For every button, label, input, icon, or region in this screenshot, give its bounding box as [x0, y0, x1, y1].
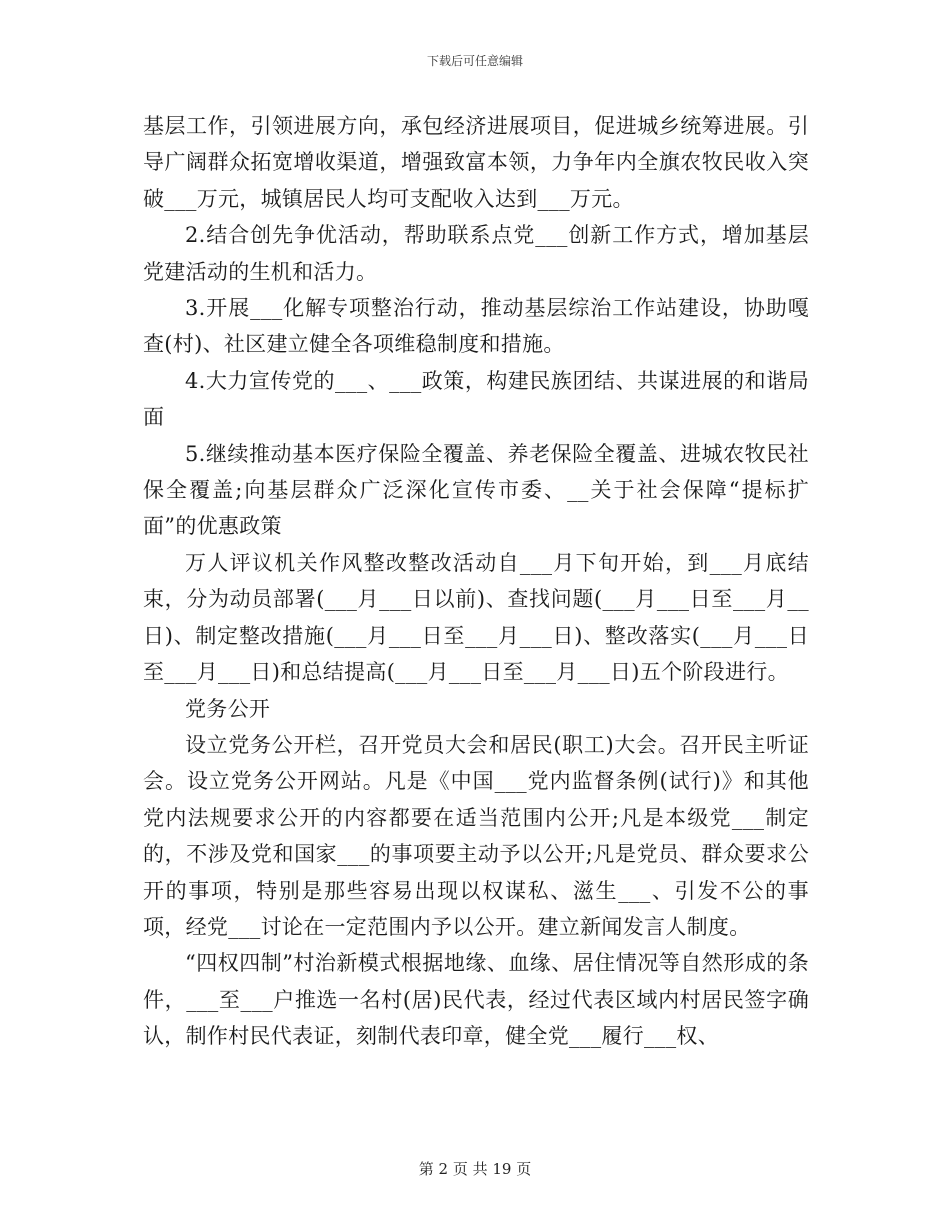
document-body — [143, 108, 809, 1055]
paragraph-8: “四权四制”村治新模式根据地缘、血缘、居住情况等自然形成的条件，___至___户推选一名村(居)民代表，经过代表区域内村居民签字确认，制作村民代表证，刻制代表印章，健全党___履行___权、 — [143, 951, 809, 1049]
paragraph-1: 基层工作，引领进展方向，承包经济进展项目，促进城乡统筹进展。引导广阔群众拓宽增收渠道，增强致富本领，力争年内全旗农牧民收入突破___万元，城镇居民人均可支配收入达到___万元。 — [143, 114, 809, 211]
page-number: 第 2 页 共 19 页 — [418, 1160, 532, 1178]
section-heading: 党务公开 — [185, 696, 271, 721]
paragraph-4: 4.大力宣传党的___、___政策，构建民族团结、共谋进展的和谐局面 — [143, 368, 809, 430]
paragraph-2: 2.结合创先争优活动，帮助联系点党___创新工作方式，增加基层党建活动的生机和活力。 — [143, 223, 809, 284]
paragraph-5: 5.继续推动基本医疗保险全覆盖、养老保险全覆盖、进城农牧民社保全覆盖;向基层群众广泛深化宣传市委、__关于社会保障“提标扩面”的优惠政策 — [143, 441, 809, 539]
paragraph-7: 设立党务公开栏，召开党员大会和居民(职工)大会。召开民主听证会。设立党务公开网站。凡是《中国___党内监督条例(试行)》和其他党内法规要求公开的内容都要在适当范围内公开;凡是本级党___制定的，不涉及党和国家___的事项要主动予以公开;凡是党员、群众要求公开的事项，特别是那些容易出现以权谋私、滋生___、引发不公的事项，经党___讨论在一定范围内予以公开。建立新闻发言人制度。 — [143, 732, 809, 939]
page-header-note: 下载后可任意编辑 — [426, 54, 523, 68]
paragraph-3: 3.开展___化解专项整治行动，推动基层综治工作站建设，协助嘎查(村)、社区建立健全各项维稳制度和措施。 — [143, 296, 809, 357]
paragraph-6: 万人评议机关作风整改整改活动自___月下旬开始，到___月底结束，分为动员部署(___月___日以前)、查找问题(___月___日至___月__日)、制定整改措施(___月___日至___月___日)、整改落实(___月___日至___月___日)和总结提高(___月___日至___月___日)五个阶段进行。 — [143, 550, 809, 685]
